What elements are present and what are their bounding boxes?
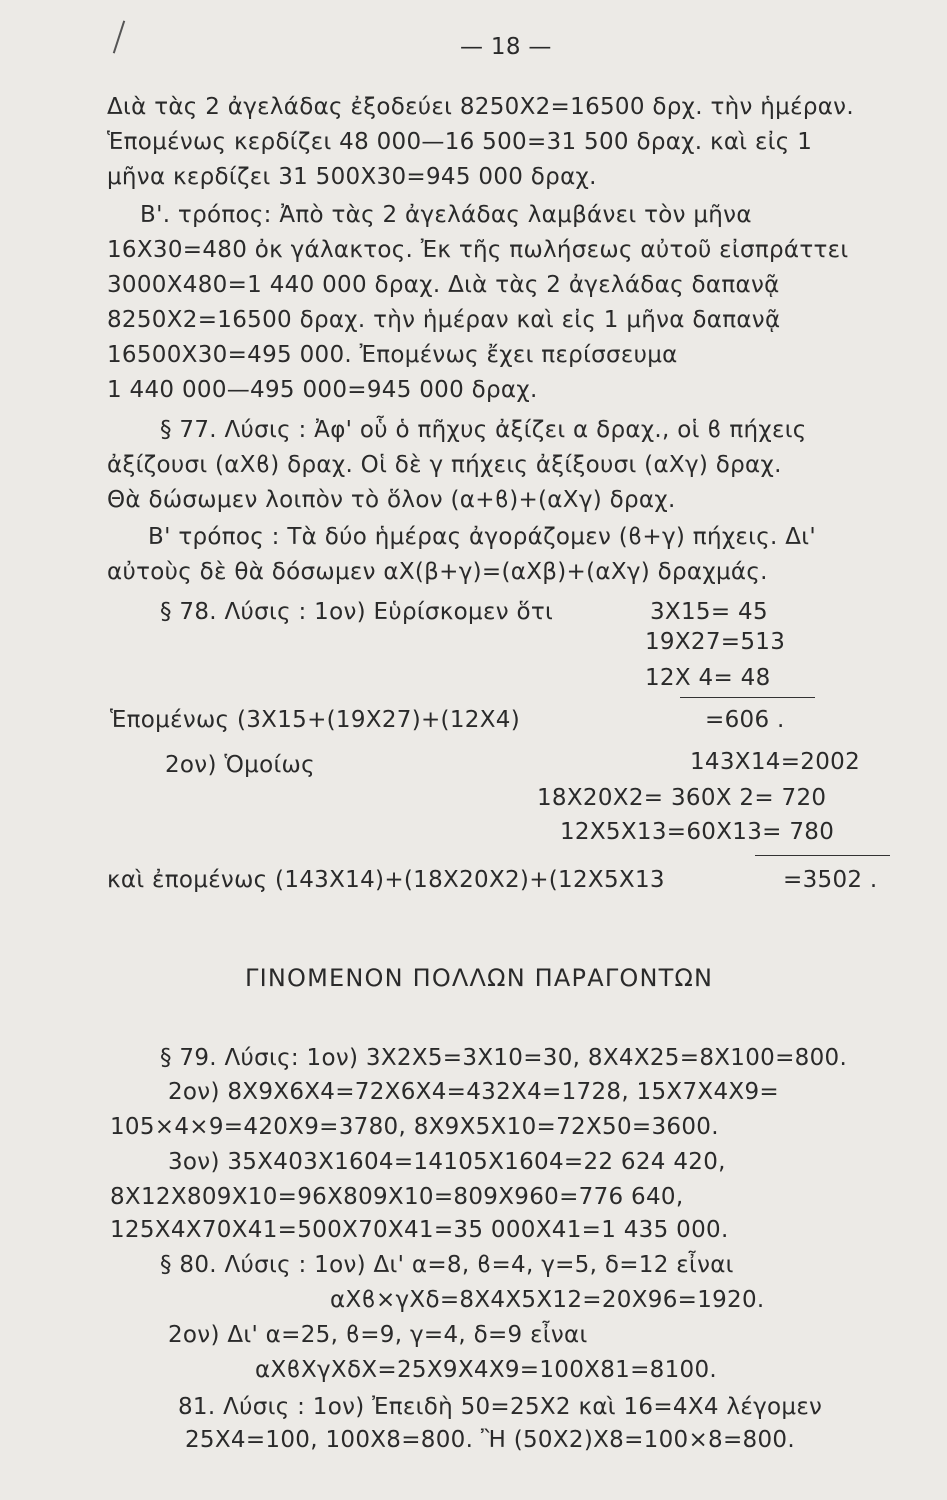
text-line: Θὰ δώσωμεν λοιπὸν τὸ ὅλον (α+ϐ)+(αΧγ) δραχ.	[107, 487, 676, 513]
calc-line: 12Χ 4= 48	[645, 665, 771, 691]
text-line: Ἑπομένως κερδίζει 48 000—16 500=31 500 δραχ. καὶ εἰς 1	[107, 129, 813, 155]
calc-result: =3502 .	[783, 867, 878, 893]
text-line: Ἑπομένως (3Χ15+(19Χ27)+(12Χ4)	[110, 707, 520, 733]
sum-rule	[680, 697, 815, 698]
text-line: 1 440 000—495 000=945 000 δραχ.	[107, 377, 538, 403]
section-heading: ΓΙΝΟΜΕΝΟΝ ΠΟΛΛΩΝ ΠΑΡΑΓΟΝΤΩΝ	[245, 964, 714, 992]
text-line: 105×4×9=420Χ9=3780, 8Χ9Χ5Χ10=72Χ50=3600.	[110, 1114, 719, 1140]
text-line: αὐτοὺς δὲ θὰ δόσωμεν αΧ(β+γ)=(αΧβ)+(αΧγ) δραχμάς.	[107, 559, 768, 585]
calc-result: =606 .	[705, 707, 785, 733]
text-line: 16500Χ30=495 000. Ἐπομένως ἔχει περίσσευμα	[107, 342, 678, 368]
text-line: 2ον) Δι' α=25, ϐ=9, γ=4, δ=9 εἶναι	[168, 1322, 588, 1348]
text-line: 125Χ4Χ70Χ41=500Χ70Χ41=35 000Χ41=1 435 000.	[110, 1217, 729, 1243]
text-line: Β' τρόπος : Τὰ δύο ἡμέρας ἀγοράζομεν (ϐ+γ) πήχεις. Δι'	[148, 524, 816, 550]
text-line: 8250Χ2=16500 δραχ. τὴν ἡμέραν καὶ εἰς 1 μῆνα δαπανᾷ	[107, 307, 781, 333]
calc-line: 143Χ14=2002	[690, 749, 861, 775]
text-line: 3000Χ480=1 440 000 δραχ. Διὰ τὰς 2 ἀγελάδας δαπανᾷ	[107, 272, 780, 298]
text-line: μῆνα κερδίζει 31 500Χ30=945 000 δραχ.	[107, 164, 597, 190]
text-line: 25Χ4=100, 100Χ8=800. Ἢ (50Χ2)Χ8=100×8=800.	[185, 1427, 795, 1453]
text-line: 2ον) 8Χ9Χ6Χ4=72Χ6Χ4=432Χ4=1728, 15Χ7Χ4Χ9=	[168, 1079, 779, 1105]
pencil-mark	[113, 21, 125, 54]
text-line: καὶ ἐπομένως (143Χ14)+(18Χ20Χ2)+(12Χ5Χ13	[107, 867, 665, 893]
text-line: 3ον) 35Χ403Χ1604=14105Χ1604=22 624 420,	[168, 1149, 726, 1175]
text-line: § 79. Λύσις: 1ον) 3Χ2Χ5=3Χ10=30, 8Χ4Χ25=8Χ100=800.	[160, 1045, 848, 1071]
calc-line: 18Χ20Χ2= 360Χ 2= 720	[537, 785, 827, 811]
calc-line: αΧϐΧγΧδΧ=25Χ9Χ4Χ9=100Χ81=8100.	[255, 1357, 718, 1383]
sum-rule	[755, 855, 890, 856]
calc-line: 3Χ15= 45	[650, 599, 768, 625]
text-line: 8Χ12Χ809Χ10=96Χ809Χ10=809Χ960=776 640,	[110, 1184, 684, 1210]
page-number: — 18 —	[460, 34, 552, 60]
text-line: ἀξίζουσι (αΧϐ) δραχ. Οἱ δὲ γ πήχεις ἀξίξουσι (αΧγ) δραχ.	[107, 452, 782, 478]
text-line: Β'. τρόπος: Ἀπὸ τὰς 2 ἀγελάδας λαμβάνει τὸν μῆνα	[140, 202, 752, 228]
text-line: Διὰ τὰς 2 ἀγελάδας ἐξοδεύει 8250Χ2=16500 δρχ. τὴν ἡμέραν.	[107, 94, 854, 120]
text-line: § 77. Λύσις : Ἀφ' οὗ ὁ πῆχυς ἀξίζει α δραχ., οἱ ϐ πήχεις	[160, 417, 807, 443]
calc-line: 19Χ27=513	[645, 629, 786, 655]
text-line: 81. Λύσις : 1ον) Ἐπειδὴ 50=25Χ2 καὶ 16=4Χ4 λέγομεν	[178, 1394, 823, 1420]
text-line: 16Χ30=480 ὀκ γάλακτος. Ἐκ τῆς πωλήσεως αὐτοῦ εἰσπράττει	[107, 237, 849, 263]
calc-line: αΧϐ×γΧδ=8Χ4Χ5Χ12=20Χ96=1920.	[330, 1287, 765, 1313]
text-line: 2ον) Ὁμοίως	[165, 752, 315, 778]
text-line: § 78. Λύσις : 1ον) Εὑρίσκομεν ὅτι	[160, 599, 554, 625]
calc-line: 12Χ5Χ13=60Χ13= 780	[560, 819, 835, 845]
text-line: § 80. Λύσις : 1ον) Δι' α=8, ϐ=4, γ=5, δ=12 εἶναι	[160, 1252, 734, 1278]
